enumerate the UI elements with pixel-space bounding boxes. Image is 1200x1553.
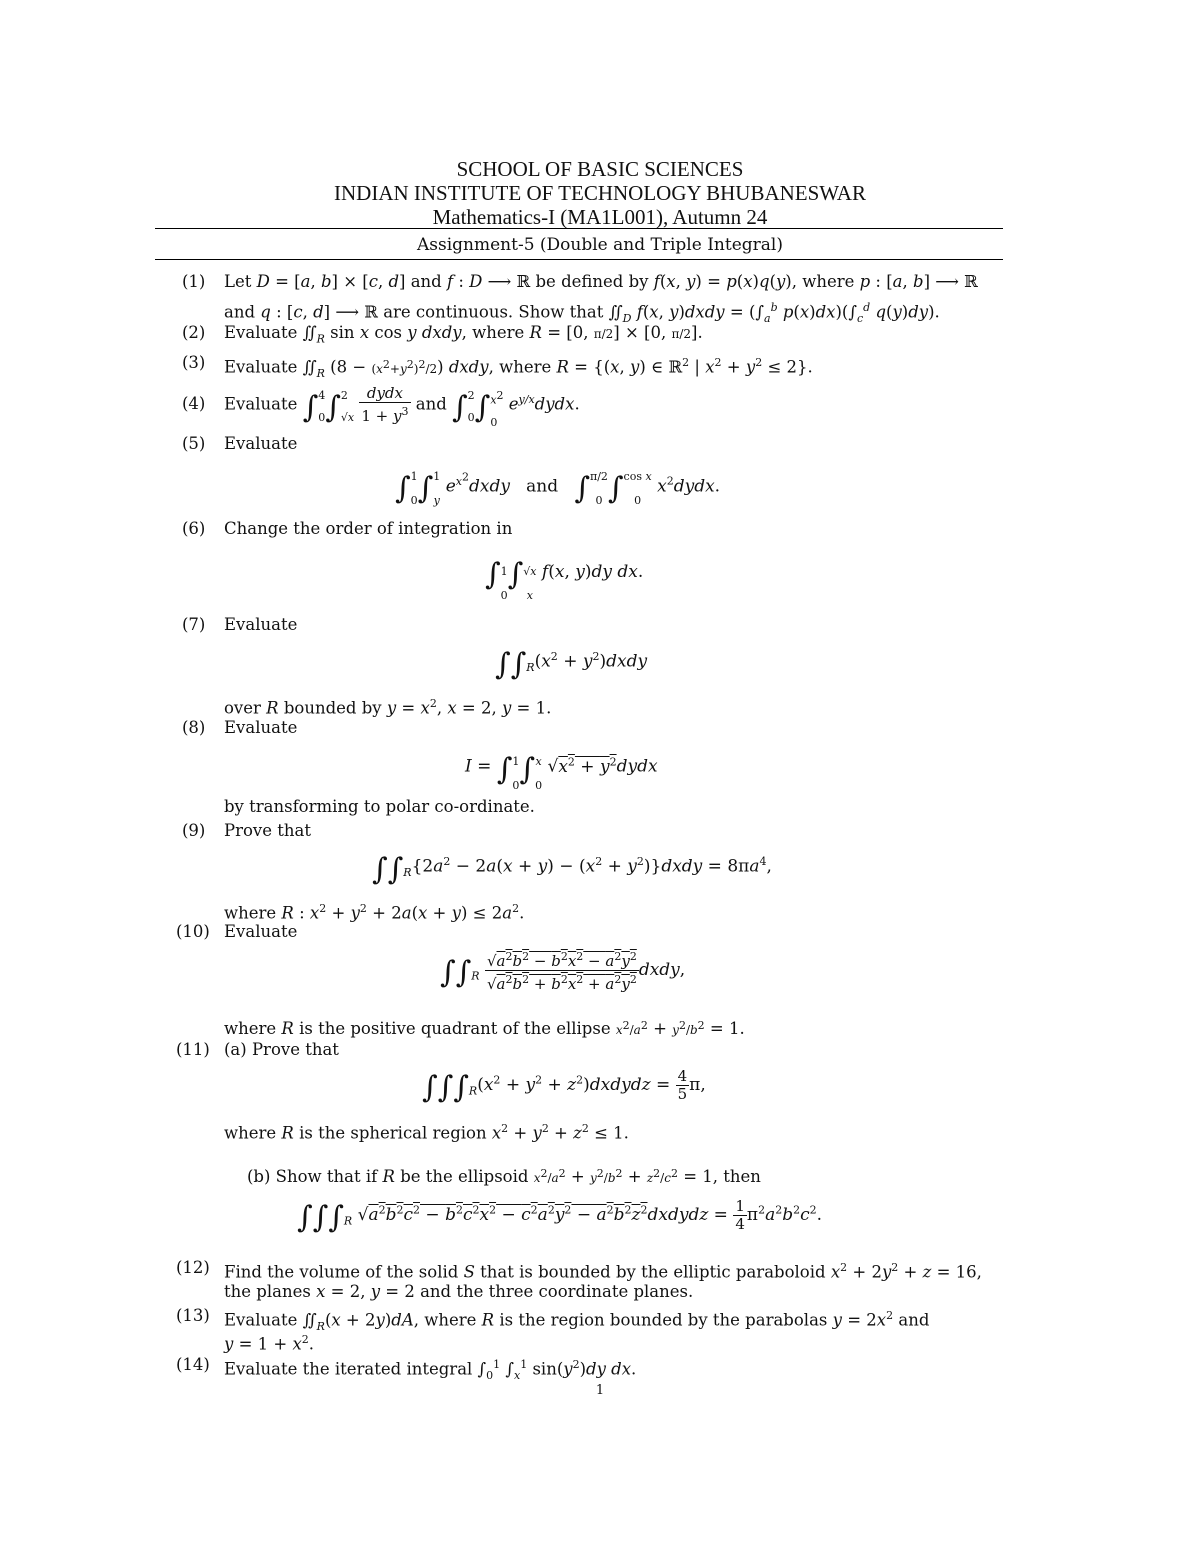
page-number: 1 — [595, 1383, 605, 1398]
problem-text: $y = 1 + x^2$. — [224, 1333, 315, 1354]
problem-text: Let D = [a, b] × [c, d] and f : D ⟶ ℝ be defined by f(x, y) = p(x)q(y), where p : [a, b] ⟶ ℝ — [224, 272, 978, 291]
problem-text: where R : $x^2 + y^2 + 2a(x + y) \le 2a^2$. — [224, 902, 525, 923]
problem-7-formula: $\int\int_R(x^2$ + $y^2)dxdy$ — [495, 646, 648, 682]
problem-5-formula: ∫1 0∫1 y $e^{x^2}dxdy$ and ∫π/2 0 ∫cos x 0 $x^2dydx$. — [395, 470, 721, 507]
problem-text: Evaluate $∬_R(x + 2y)dA$, where R is the region bounded by the parabolas $y = 2x^2$ and — [224, 1309, 930, 1333]
problem-number: (8) — [182, 718, 206, 737]
problem-number: (14) — [176, 1355, 210, 1374]
problem-number: (10) — [176, 922, 210, 941]
institute-heading: INDIAN INSTITUTE OF TECHNOLOGY BHUBANESWAR — [334, 181, 866, 205]
problem-text: Evaluate $∬_R$ $(8 - (x^2+y^2)^2/2)$ dxdy, where R = {(x, y) ∈ ℝ$^2$ | $x^2 + y^2 \le 2$}. — [224, 356, 813, 380]
problem-number: (2) — [182, 323, 206, 342]
problem-text: Change the order of integration in — [224, 519, 513, 538]
problem-text: Evaluate the iterated integral $\int_0^1$ $\int_x^1$ $\sin(y^2)dy$ dx. — [224, 1358, 637, 1382]
problem-text: (a) Prove that — [224, 1040, 339, 1059]
problem-number: (12) — [176, 1258, 210, 1277]
problem-6-formula: ∫1 0∫√x x f(x, y)dy dx. — [485, 557, 644, 602]
problem-number: (13) — [176, 1306, 210, 1325]
problem-text: the planes x = 2, y = 2 and the three coordinate planes. — [224, 1282, 694, 1301]
problem-11b-formula: $\int\int\int_R$ $√a^2b^2c^2 - b^2c^2x^2 - c^2a^2y^2$ − $a^2b^2z^2dxdydz$ = $\frac{1}{4}$ $\pi^2a^2b^2c^2$. — [297, 1197, 823, 1235]
problem-number: (5) — [182, 434, 206, 453]
problem-10-formula: $\int\int_R$ $\frac{√a^2b^2 - b^2x^2 - a^2y^2}{√a^2b^2 + b^2x^2 + a^2y^2}$ dxdy, — [440, 950, 686, 993]
problem-11a-formula: $\int\int\int_R(x^2 + y^2$ + $z^2)dxdydz$ = $\frac{4}{5}$ π, — [422, 1067, 706, 1105]
problem-text: and q : [c, d] ⟶ ℝ are continuous. Show that $∬_D$ f(x, y)dxdy = ($\int_a^b$ $p(x)dx)(\int_c^d$ q(y)dy). — [224, 301, 940, 325]
problem-number: (7) — [182, 615, 206, 634]
problem-text: over R bounded by $y = x^2$, x = 2, y = 1. — [224, 697, 552, 718]
school-heading: SCHOOL OF BASIC SCIENCES — [456, 157, 744, 181]
bottom-rule — [155, 259, 1003, 260]
problem-text: by transforming to polar co-ordinate. — [224, 797, 535, 816]
problem-text: Evaluate — [224, 718, 298, 737]
problem-number: (9) — [182, 821, 206, 840]
problem-text: Evaluate — [224, 615, 298, 634]
problem-text: (b) Show that if R be the ellipsoid $x^2/a^2 + y^2/b^2 + z^2/c^2 = 1$, then — [247, 1167, 761, 1186]
problem-number: (1) — [182, 272, 206, 291]
problem-text: Evaluate — [224, 922, 298, 941]
problem-number: (4) — [182, 394, 206, 413]
problem-number: (3) — [182, 353, 206, 372]
problem-text: where R is the spherical region $x^2 + y^2 + z^2 \le 1$. — [224, 1122, 629, 1143]
top-rule — [155, 228, 1003, 229]
problem-9-formula: $\int\int_R\{2a^2 - 2a(x + y) - (x^2$ + $y^2)\}dxdy = 8\pi a^4$, — [372, 851, 772, 887]
problem-text: Prove that — [224, 821, 311, 840]
problem-text: Find the volume of the solid S that is bounded by the elliptic paraboloid $x^2 + 2y^2 + z = 16$, — [224, 1261, 982, 1282]
assignment-title: Assignment-5 (Double and Triple Integral) — [417, 235, 783, 255]
problem-number: (11) — [176, 1040, 210, 1059]
problem-text: Evaluate ∫4 0∫2 √x $\frac{\text{dydx}}{1 + y^3}$ and ∫2 $0\int x^2$ 0 $e^{y/x}dydx$. — [224, 384, 580, 429]
course-heading: Mathematics-I (MA1L001), Autumn 24 — [432, 205, 768, 229]
problem-text: Evaluate — [224, 434, 298, 453]
problem-8-formula: I = ∫1 0∫x 0 $√x^2$ + $y^2dydx$ — [465, 751, 658, 792]
problem-text: where R is the positive quadrant of the ellipse $x^2/a^2 + y^2/b^2 = 1$. — [224, 1019, 745, 1038]
problem-number: (6) — [182, 519, 206, 538]
problem-text: Evaluate $∬_R$ sin x cos y dxdy, where R = [0, π/2] × [0, π/2]. — [224, 323, 703, 346]
